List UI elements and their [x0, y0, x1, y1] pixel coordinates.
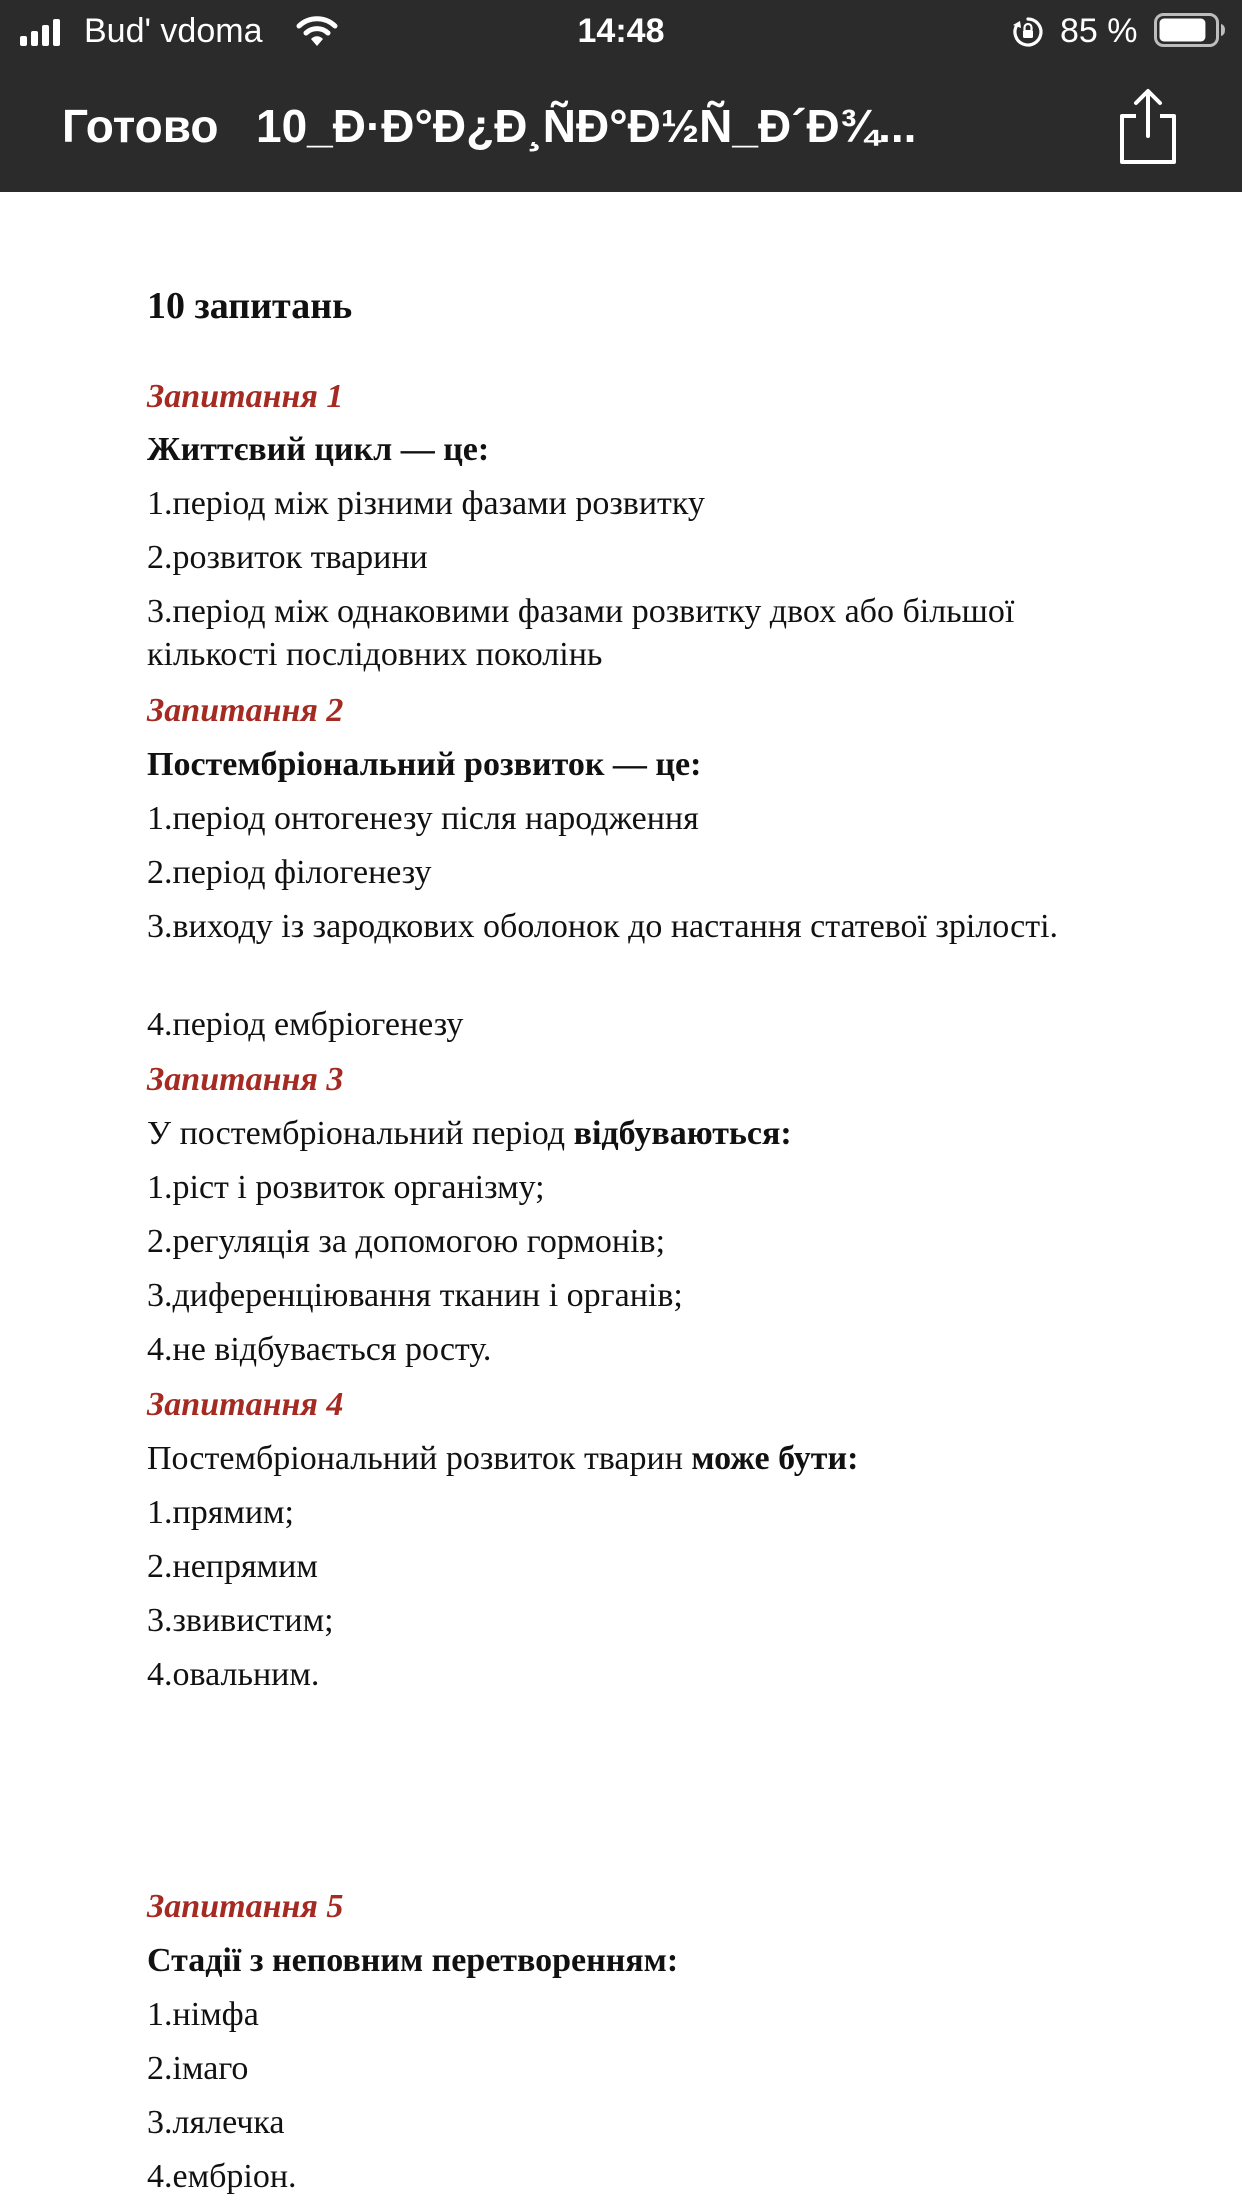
carrier-name: Bud' vdoma: [84, 12, 263, 50]
question-3-option-3: 3.диференціювання тканин і органів;: [147, 1277, 683, 1314]
question-1-title: Запитання 1: [147, 378, 344, 415]
question-5-option-3: 3.лялечка: [147, 2104, 285, 2141]
question-3-title: Запитання 3: [147, 1061, 344, 1098]
question-3-option-1: 1.ріст і розвиток організму;: [147, 1169, 545, 1206]
question-3-prompt: [147, 1112, 1127, 1155]
question-1-prompt: Життєвий цикл — це:: [147, 431, 490, 468]
question-4-prompt-text: Постембріональний розвиток тварин: [147, 1440, 692, 1477]
battery-icon: [1154, 13, 1226, 47]
question-2-prompt: Постембріональний розвиток — це:: [147, 746, 702, 783]
question-1-option-2: 2.розвиток тварини: [147, 539, 428, 576]
question-2-option-1: 1.період онтогенезу після народження: [147, 800, 699, 837]
question-3-option-4: 4.не відбувається росту.: [147, 1331, 492, 1368]
question-2-option-4: 4.період ембріогенезу: [147, 1006, 464, 1043]
question-4-title: Запитання 4: [147, 1386, 344, 1423]
question-1-option-1: 1.період між різними фазами розвитку: [147, 485, 705, 522]
question-5-title: Запитання 5: [147, 1888, 344, 1925]
question-3-prompt-emphasis: відбуваються:: [573, 1115, 792, 1152]
question-4-option-4: 4.овальним.: [147, 1656, 320, 1693]
question-4-option-3: 3.звивистим;: [147, 1602, 334, 1639]
question-2-option-2: 2.період філогенезу: [147, 854, 432, 891]
question-5-option-2: 2.імаго: [147, 2050, 249, 2087]
orientation-lock-icon: [1012, 16, 1044, 48]
question-2-title: Запитання 2: [147, 692, 344, 729]
question-5-option-4: 4.ембріон.: [147, 2158, 297, 2195]
status-bar: [0, 0, 1242, 62]
battery-percent: 85 %: [1060, 12, 1138, 50]
nav-bar: [0, 62, 1242, 192]
question-4-prompt-emphasis: може бути:: [691, 1440, 859, 1477]
question-1-option-3: 3.період між однаковими фазами розвитку двох або більшої кількості послідовних поколінь: [147, 593, 1015, 673]
document-title: 10_Ð·Ð°Ð¿Ð¸ÑÐ°Ð½Ñ_Ð´Ð¾...: [256, 100, 917, 152]
question-5-option-1: 1.німфа: [147, 1996, 259, 2033]
question-4-prompt: [147, 1437, 1127, 1480]
question-4-option-1: 1.прямим;: [147, 1494, 295, 1531]
share-icon[interactable]: [1114, 86, 1182, 166]
question-3-option-2: 2.регуляція за допомогою гормонів;: [147, 1223, 666, 1260]
question-4-option-2: 2.непрямим: [147, 1548, 318, 1585]
top-bar: [0, 0, 1242, 192]
question-2-option-3: 3.виходу із зародкових оболонок до настання статевої зрілості.: [147, 908, 1059, 945]
document-heading: 10 запитань: [147, 285, 353, 327]
status-time: 14:48: [577, 12, 665, 50]
done-button[interactable]: Готово: [62, 100, 219, 152]
question-5-prompt: Стадії з неповним перетворенням:: [147, 1942, 679, 1979]
question-3-prompt-text: У постембріональний період: [147, 1115, 574, 1152]
